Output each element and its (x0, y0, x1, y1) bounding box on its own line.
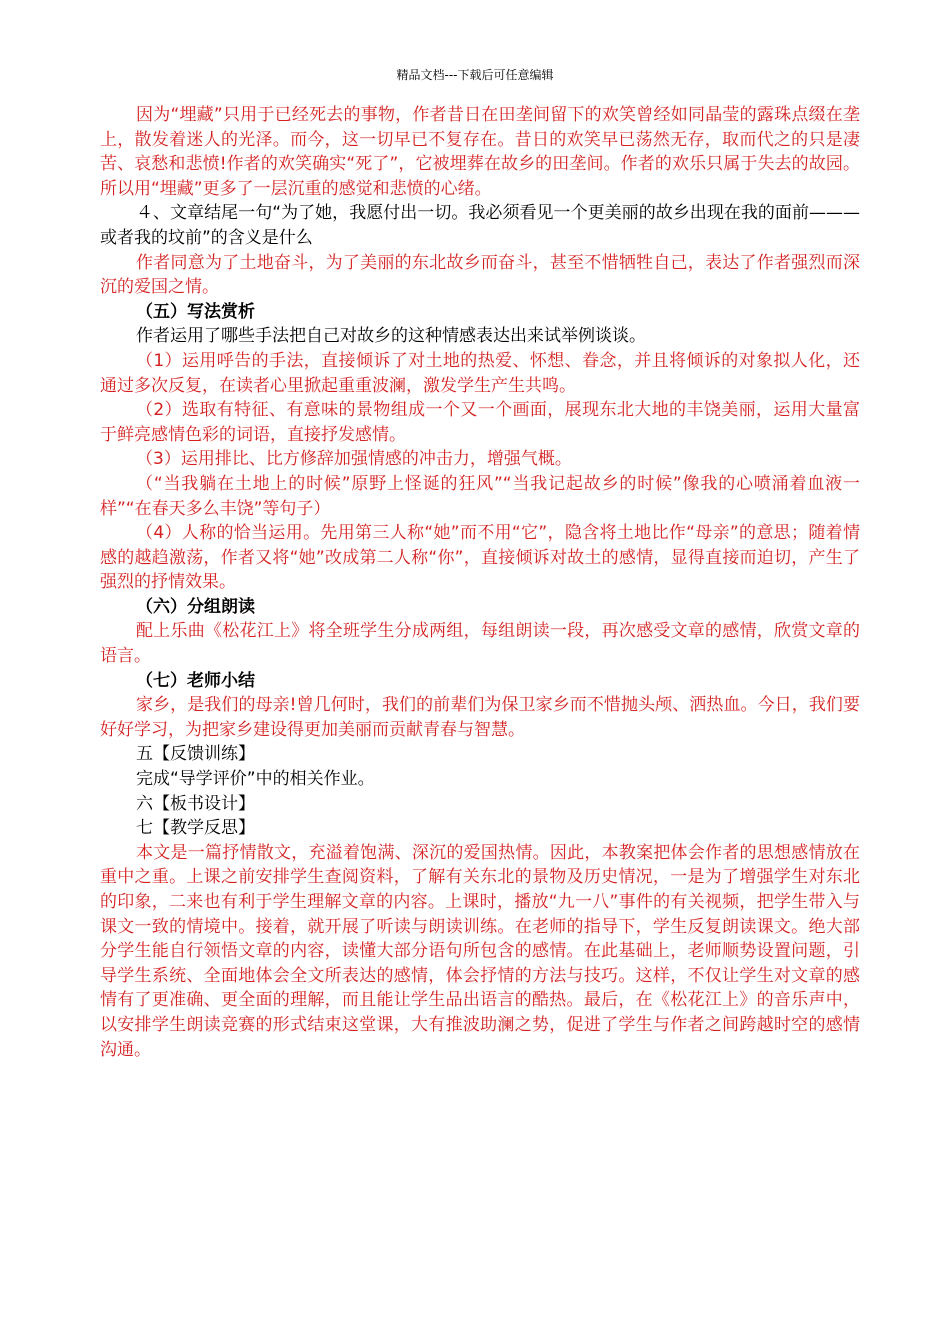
paragraph: 家乡，是我们的母亲!曾几何时，我们的前辈们为保卫家乡而不惜抛头颅、洒热血。今日，我们要好好学习，为把家乡建设得更加美丽而贡献青春与智慧。 (100, 695, 860, 740)
answer-item: （3）运用排比、比方修辞加强情感的冲击力，增强气概。 (136, 449, 572, 470)
reflection-paragraph: 本文是一篇抒情散文，充溢着饱满、深沉的爱国热情。因此，本教案把体会作者的思想感情放在重中之重。上课之前安排学生查阅资料，了解有关东北的景物及历史情况，一是为了增强学生对东北的印象，二来也有利于学生理解文章的内容。上课时，播放“九一八”事件的有关视频，把学生带入与课文一致的情境中。接着，就开展了听读与朗读训练。在老师的指导下，学生反复朗读课文。绝大部分学生能自行领悟文章的内容，读懂大部分语句所包含的感情。在此基础上，老师顺势设置问题，引导学生系统、全面地体会全文所表达的感情，体会抒情的方法与技巧。这样，不仅让学生对文章的感情有了更准确、更全面的理解，而且能让学生品出语言的酷热。最后，在《松花江上》的音乐声中，以安排学生朗读竞赛的形式结束这堂课，大有推波助澜之势，促进了学生与作者之间跨越时空的感情沟通。 (100, 842, 860, 1060)
answer-note: （“当我躺在土地上的时候”原野上怪诞的狂风”“当我记起故乡的时候”像我的心喷涌着血液一样”“在春天多么丰饶”等句子） (100, 473, 860, 519)
answer-item: （4）人称的恰当运用。先用第三人称“她”而不用“它”，隐含将土地比作“母亲”的意思；随着情感的越趋激荡，作者又将“她”改成第二人称“你”，直接倾诉对故土的感情，显得直接而迫切，产生了强烈的抒情效果。 (100, 523, 860, 593)
question-4: ４、文章结尾一句“为了她，我愿付出一切。我必须看见一个更美丽的故乡出现在我的面前———或者我的坟前”的含义是什么 (100, 203, 860, 248)
answer-paragraph: 作者同意为了土地奋斗，为了美丽的东北故乡而奋斗，甚至不惜牺牲自己，表达了作者强烈而深沉的爱国之情。 (100, 252, 860, 298)
answer-item: （1）运用呼告的手法，直接倾诉了对土地的热爱、怀想、眷念，并且将倾诉的对象拟人化，还通过多次反复，在读者心里掀起重重波澜，激发学生产生共鸣。 (100, 350, 860, 396)
answer-item: （2）选取有特征、有意味的景物组成一个又一个画面，展现东北大地的丰饶美丽，运用大量富于鲜亮感情色彩的词语，直接抒发感情。 (100, 400, 860, 445)
paragraph: 配上乐曲《松花江上》将全班学生分成两组，每组朗读一段，再次感受文章的感情，欣赏文章的语言。 (100, 621, 860, 667)
section-heading-reflection: 七【教学反思】 (136, 818, 255, 839)
document-body (100, 103, 860, 1062)
section-heading: （六）分组朗读 (136, 596, 255, 617)
section-heading-board: 六【板书设计】 (136, 793, 255, 814)
section-heading: （七）老师小结 (136, 670, 255, 691)
section-heading: （五）写法赏析 (136, 301, 255, 322)
page-header: 精品文档---下载后可任意编辑 (396, 68, 554, 82)
question-paragraph: 作者运用了哪些手法把自己对故乡的这种情感表达出来试举例谈谈。 (136, 326, 646, 347)
paragraph: 完成“导学评价”中的相关作业。 (136, 769, 375, 790)
paragraph: 因为“埋藏”只用于已经死去的事物，作者昔日在田垄间留下的欢笑曾经如同晶莹的露珠点缀在垄上，散发着迷人的光泽。而今，这一切早已不复存在。昔日的欢笑早已荡然无存，取而代之的只是凄苦、哀愁和悲愤!作者的欢笑确实“死了”，它被埋葬在故乡的田垄间。作者的欢乐只属于失去的故园。所以用“埋藏”更多了一层沉重的感觉和悲愤的心绪。 (100, 105, 860, 199)
section-heading-feedback: 五【反馈训练】 (136, 744, 255, 765)
